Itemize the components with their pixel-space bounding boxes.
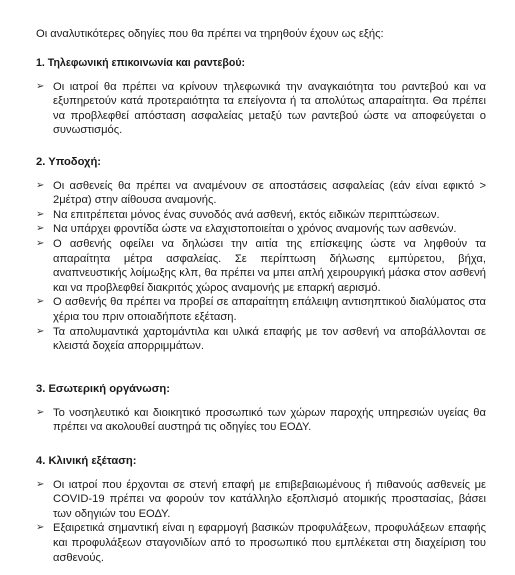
arrow-bullet-icon: ➢ — [36, 325, 45, 337]
arrow-bullet-icon: ➢ — [36, 208, 45, 220]
section-reception — [36, 155, 486, 354]
item-text: Ο ασθενής θα πρέπει να προβεί σε απαραίτητη επάλειψη αντισηπτικού διαλύματος στα χέρια του πριν οποιαδήποτε εξέταση. — [53, 296, 486, 323]
arrow-bullet-icon: ➢ — [36, 179, 45, 191]
item-text: Εξαιρετικά σημαντική είναι η εφαρμογή βασικών προφυλάξεων, προφυλάξεων επαφής και προφυλάξεων σταγονιδίων από το προσωπικό που εμπλέκεται στη διαχείριση του ασθενούς. — [53, 522, 486, 564]
section-clinical-examination — [36, 454, 486, 565]
item-text: Οι ιατροί θα πρέπει να κρίνουν τηλεφωνικά την αναγκαιότητα του ραντεβού και να εξυπηρετούν κατά προτεραιότητα τα επείγοντα ή τα απολύτως απαραίτητα. Θα πρέπει να προβλεφθεί απόσταση ασφαλείας μεταξύ των ραντεβού ώστε να αποφεύγεται ο συνωστισμός. — [53, 80, 486, 137]
list-item — [36, 208, 486, 223]
section-internal-organization — [36, 382, 486, 435]
bullet-list — [36, 179, 486, 354]
list-item — [36, 521, 486, 565]
list-item — [36, 406, 486, 435]
list-item — [36, 325, 486, 354]
list-item — [36, 222, 486, 237]
item-text: Να υπάρχει φροντίδα ώστε να ελαχιστοποιείται ο χρόνος αναμονής των ασθενών. — [53, 223, 457, 236]
section-heading: 2. Υποδοχή: — [36, 156, 101, 168]
item-text: Οι ιατροί που έρχονται σε στενή επαφή με επιβεβαιωμένους ή πιθανούς ασθενείς με COVID-19 πρέπει να φορούν τον κατάλληλο εξοπλισμό ατομικής προστασίας, βάσει των οδηγιών του ΕΟΔΥ. — [53, 478, 486, 520]
item-text: Οι ασθενείς θα πρέπει να αναμένουν σε αποστάσεις ασφαλείας (εάν είναι εφικτό > 2μέτρα) στην αίθουσα αναμονής. — [53, 179, 486, 207]
section-heading: 3. Εσωτερική οργάνωση: — [36, 383, 170, 395]
arrow-bullet-icon: ➢ — [36, 223, 45, 235]
arrow-bullet-icon: ➢ — [36, 522, 45, 534]
arrow-bullet-icon: ➢ — [36, 296, 45, 308]
arrow-bullet-icon: ➢ — [36, 80, 45, 92]
list-item — [36, 295, 486, 324]
item-text: Το νοσηλευτικό και διοικητικό προσωπικό των χώρων παροχής υπηρεσιών υγείας θα πρέπει να ακολουθεί αυστηρά τις οδηγίες του ΕΟΔΥ. — [53, 406, 486, 434]
arrow-bullet-icon: ➢ — [36, 237, 45, 249]
list-item — [36, 80, 486, 138]
bullet-list — [36, 80, 486, 138]
arrow-bullet-icon: ➢ — [36, 406, 45, 418]
list-item — [36, 237, 486, 295]
item-text: Τα απολυμαντικά χαρτομάντιλα και υλικά επαφής με τον ασθενή να αποβάλλονται σε κλειστά δοχεία απορριμμάτων. — [53, 325, 486, 353]
list-item — [36, 179, 486, 208]
list-item — [36, 478, 486, 522]
intro-text: Οι αναλυτικότερες οδηγίες που θα πρέπει να τηρηθούν έχουν ως εξής: — [36, 28, 384, 40]
section-heading: 1. Τηλεφωνική επικοινωνία και ραντεβού: — [36, 57, 246, 69]
item-text: Ο ασθενής οφείλει να δηλώσει την αιτία της επίσκεψης ώστε να ληφθούν τα απαραίτητα μέτρα ασφαλείας. Σε περίπτωση δήλωσης εμπύρετου, βήχα, αναπνευστικής λοίμωξης κλπ, θα πρέπει να μπει απλή χειρουργική μάσκα στον ασθενή και να προβλεφθεί διακριτός χώρος αναμονής με επαρκή αερισμό. — [53, 237, 486, 294]
section-heading: 4. Κλινική εξέταση: — [36, 455, 137, 467]
bullet-list — [36, 406, 486, 435]
section-phone-appointments — [36, 56, 486, 138]
arrow-bullet-icon: ➢ — [36, 478, 45, 490]
item-text: Να επιτρέπεται μόνος ένας συνοδός ανά ασθενή, εκτός ειδικών περιπτώσεων. — [53, 208, 440, 221]
bullet-list — [36, 478, 486, 566]
